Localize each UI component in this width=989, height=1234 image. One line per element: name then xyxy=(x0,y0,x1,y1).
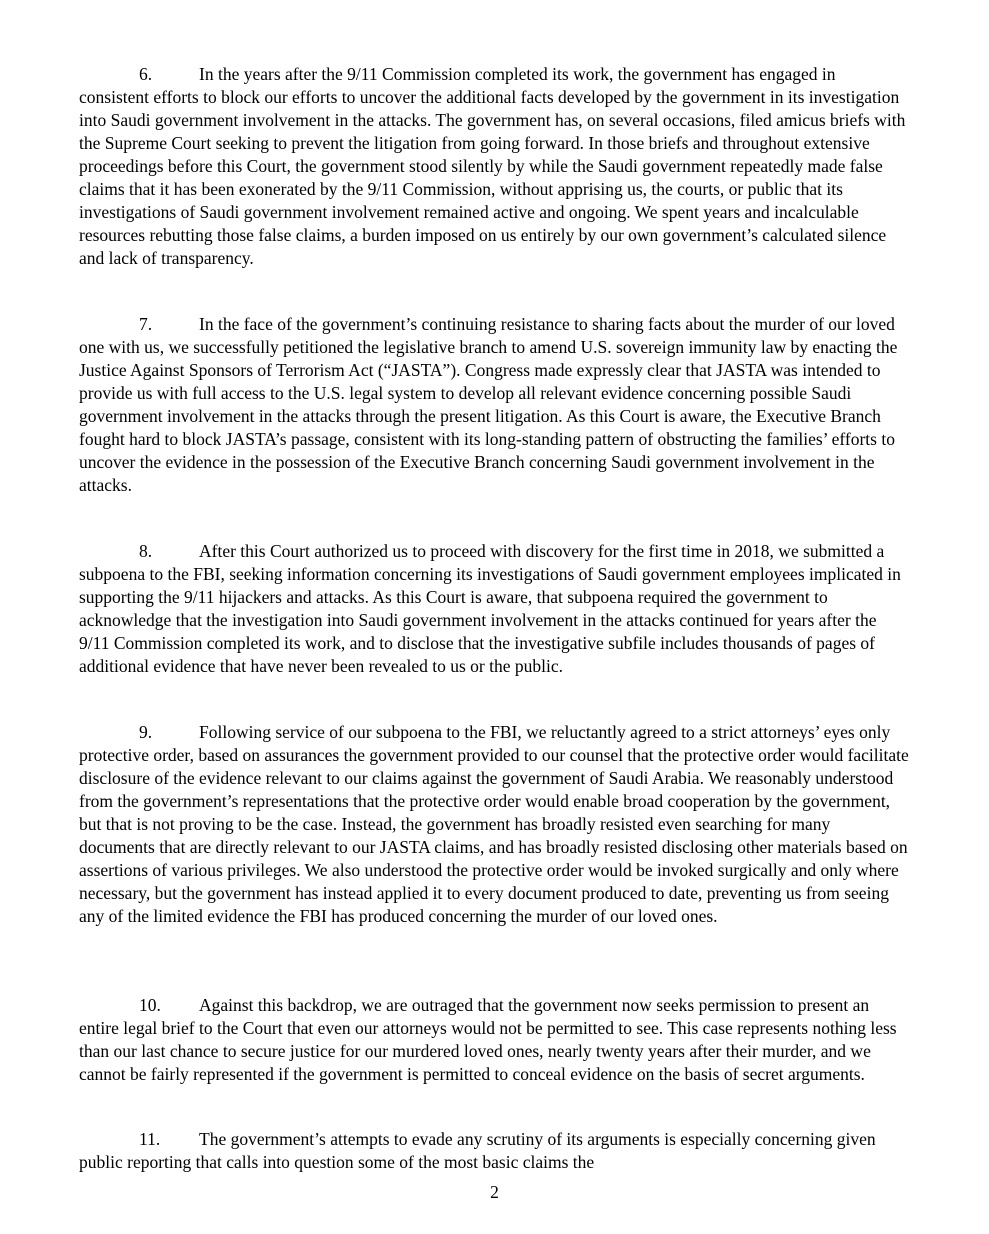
paragraph-text: After this Court authorized us to proceed with discovery for the first time in 2018, we submitted a subpoena to the FBI, seeking information concerning its investigations of Saudi government employees implicated in supporting the 9/11 hijackers and attacks. As this Court is aware, that subpoena required the government to acknowledge that the investigation into Saudi government involvement in the attacks continued for years after the 9/11 Commission completed its work, and to disclose that the investigative subfile includes thousands of pages of additional evidence that have never been revealed to us or the public. xyxy=(79,541,901,676)
paragraph-6 xyxy=(79,63,909,270)
paragraph-11 xyxy=(79,1128,909,1174)
paragraph-text: In the years after the 9/11 Commission completed its work, the government has engaged in consistent efforts to block our efforts to uncover the additional facts developed by the government in its investigation into Saudi government involvement in the attacks. The government has, on several occasions, filed amicus briefs with the Supreme Court seeking to prevent the litigation from going forward. In those briefs and throughout extensive proceedings before this Court, the government stood silently by while the Saudi government repeatedly made false claims that it has been exonerated by the 9/11 Commission, without apprising us, the courts, or public that its investigations of Saudi government involvement remained active and ongoing. We spent years and incalculable resources rebutting those false claims, a burden imposed on us entirely by our own government’s calculated silence and lack of transparency. xyxy=(79,64,906,268)
paragraph-number: 8. xyxy=(139,541,153,561)
paragraph-number: 6. xyxy=(139,64,153,84)
paragraph-text: Against this backdrop, we are outraged that the government now seeks permission to present an entire legal brief to the Court that even our attorneys would not be permitted to see. This case represents nothing less than our last chance to secure justice for our murdered loved ones, nearly twenty years after their murder, and we cannot be fairly represented if the government is permitted to conceal evidence on the basis of secret arguments. xyxy=(79,995,897,1084)
paragraph-9 xyxy=(79,721,909,928)
paragraph-number: 11. xyxy=(139,1129,161,1149)
paragraph-text: The government’s attempts to evade any scrutiny of its arguments is especially concerning given public reporting that calls into question some of the most basic claims the xyxy=(79,1129,876,1172)
paragraph-number: 7. xyxy=(139,314,153,334)
page-number: 2 xyxy=(490,1182,499,1202)
paragraph-number: 9. xyxy=(139,722,153,742)
paragraph-text: In the face of the government’s continuing resistance to sharing facts about the murder of our loved one with us, we successfully petitioned the legislative branch to amend U.S. sovereign immunity law by enacting the Justice Against Sponsors of Terrorism Act (“JASTA”). Congress made expressly clear that JASTA was intended to provide us with full access to the U.S. legal system to develop all relevant evidence concerning possible Saudi government involvement in the attacks through the present litigation. As this Court is aware, the Executive Branch fought hard to block JASTA’s passage, consistent with its long-standing pattern of obstructing the families’ efforts to uncover the evidence in the possession of the Executive Branch concerning Saudi government involvement in the attacks. xyxy=(79,314,898,495)
paragraph-10 xyxy=(79,994,909,1086)
paragraph-7 xyxy=(79,313,909,497)
paragraph-text: Following service of our subpoena to the FBI, we reluctantly agreed to a strict attorneys’ eyes only protective order, based on assurances the government provided to our counsel that the protective order would facilitate disclosure of the evidence relevant to our claims against the government of Saudi Arabia. We reasonably understood from the government’s representations that the protective order would enable broad cooperation by the government, but that is not proving to be the case. Instead, the government has broadly resisted even searching for many documents that are directly relevant to our JASTA claims, and has broadly resisted disclosing other materials based on assertions of various privileges. We also understood the protective order would be invoked surgically and only where necessary, but the government has instead applied it to every document produced to date, preventing us from seeing any of the limited evidence the FBI has produced concerning the murder of our loved ones. xyxy=(79,722,909,926)
paragraph-number: 10. xyxy=(139,995,161,1015)
paragraph-8 xyxy=(79,540,909,678)
